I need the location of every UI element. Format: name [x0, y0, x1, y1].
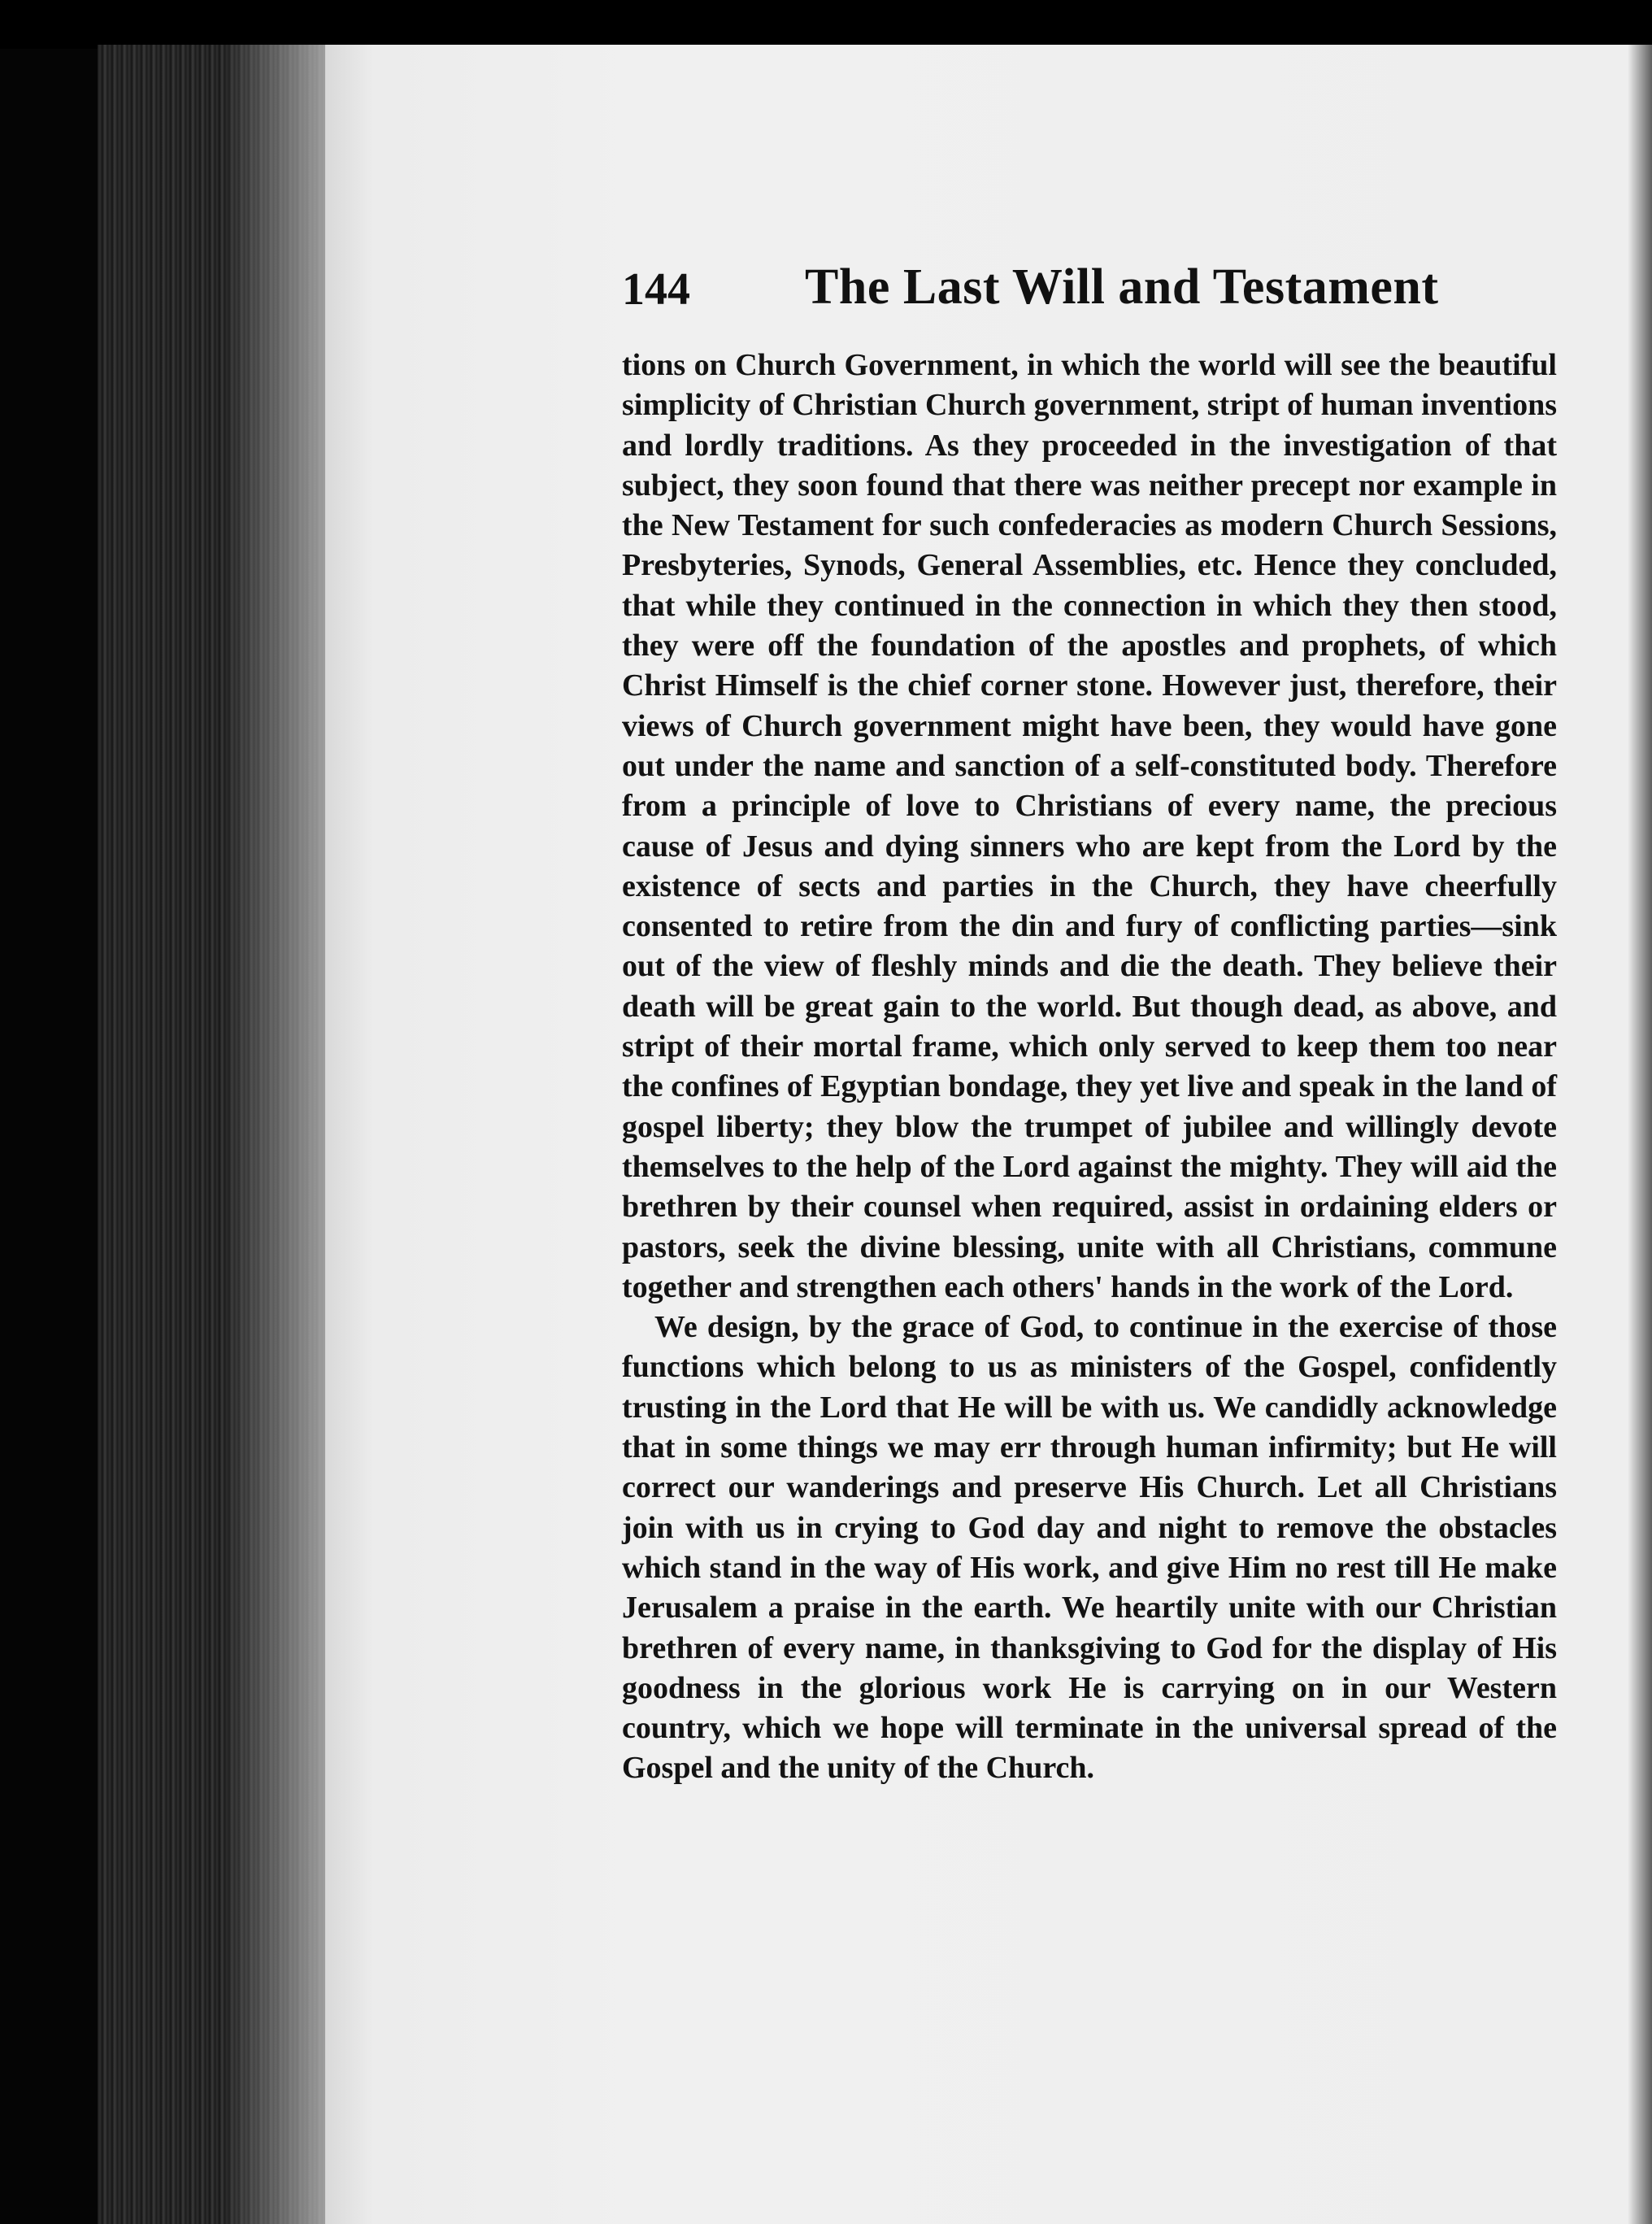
book-page-edges — [98, 45, 333, 2224]
body-text — [622, 346, 1557, 1789]
paragraph: We design, by the grace of God, to continue in the exercise of those functions which belong to us as ministers of the Gospel, confidently trusting in the Lord that He will be with us. We candidly acknowledge that in some things we may err through human infirmity; but He will correct our wanderings and preserve His Church. Let all Christians join with us in crying to God day and night to remove the obstacles which stand in the way of His work, and give Him no rest till He make Jerusalem a praise in the earth. We heartily unite with our Christian brethren of every name, in thanksgiving to God for the display of His goodness in the glorious work He is carrying on in our Western country, which we hope will terminate in the universal spread of the Gospel and the unity of the Church. — [622, 1310, 1557, 1786]
right-page-shadow — [1628, 45, 1652, 2224]
paragraph-continuation: tions on Church Government, in which the world will see the beautiful simplicity of Christian Church government, stript of human inventions and lordly traditions. As they proceeded in the investigation of that subject, they soon found that there was neither precept nor example in the New Testament for such confederacies as modern Church Sessions, Presbyteries, Synods, General Assemblies, etc. Hence they concluded, that while they continued in the connection in which they then stood, they were off the foundation of the apostles and prophets, of which Christ Himself is the chief corner stone. However just, therefore, their views of Church government might have been, they would have gone out under the name and sanction of a self-constituted body. Therefore from a principle of love to Christians of every name, the precious cause of Jesus and dying sinners who are kept from the Lord by the existence of sects and parties in the Church, they have cheerfully consented to retire from the din and fury of conflicting parties—sink out of the view of fleshly minds and die the death. They believe their death will be great gain to the world. But though dead, as above, and stript of their mortal frame, which only served to keep them too near the confines of Egyptian bondage, they yet live and speak in the land of gospel liberty; they blow the trumpet of jubilee and willingly devote themselves to the help of the Lord against the mighty. They will aid the brethren by their counsel when required, assist in ordaining elders or pastors, seek the divine blessing, unite with all Christians, commune together and strengthen each others' hands in the work of the Lord. — [622, 348, 1557, 1304]
running-title: The Last Will and Testament — [805, 259, 1439, 315]
running-header — [622, 259, 1557, 324]
page-number: 144 — [622, 264, 690, 315]
top-shadow — [0, 0, 1652, 49]
